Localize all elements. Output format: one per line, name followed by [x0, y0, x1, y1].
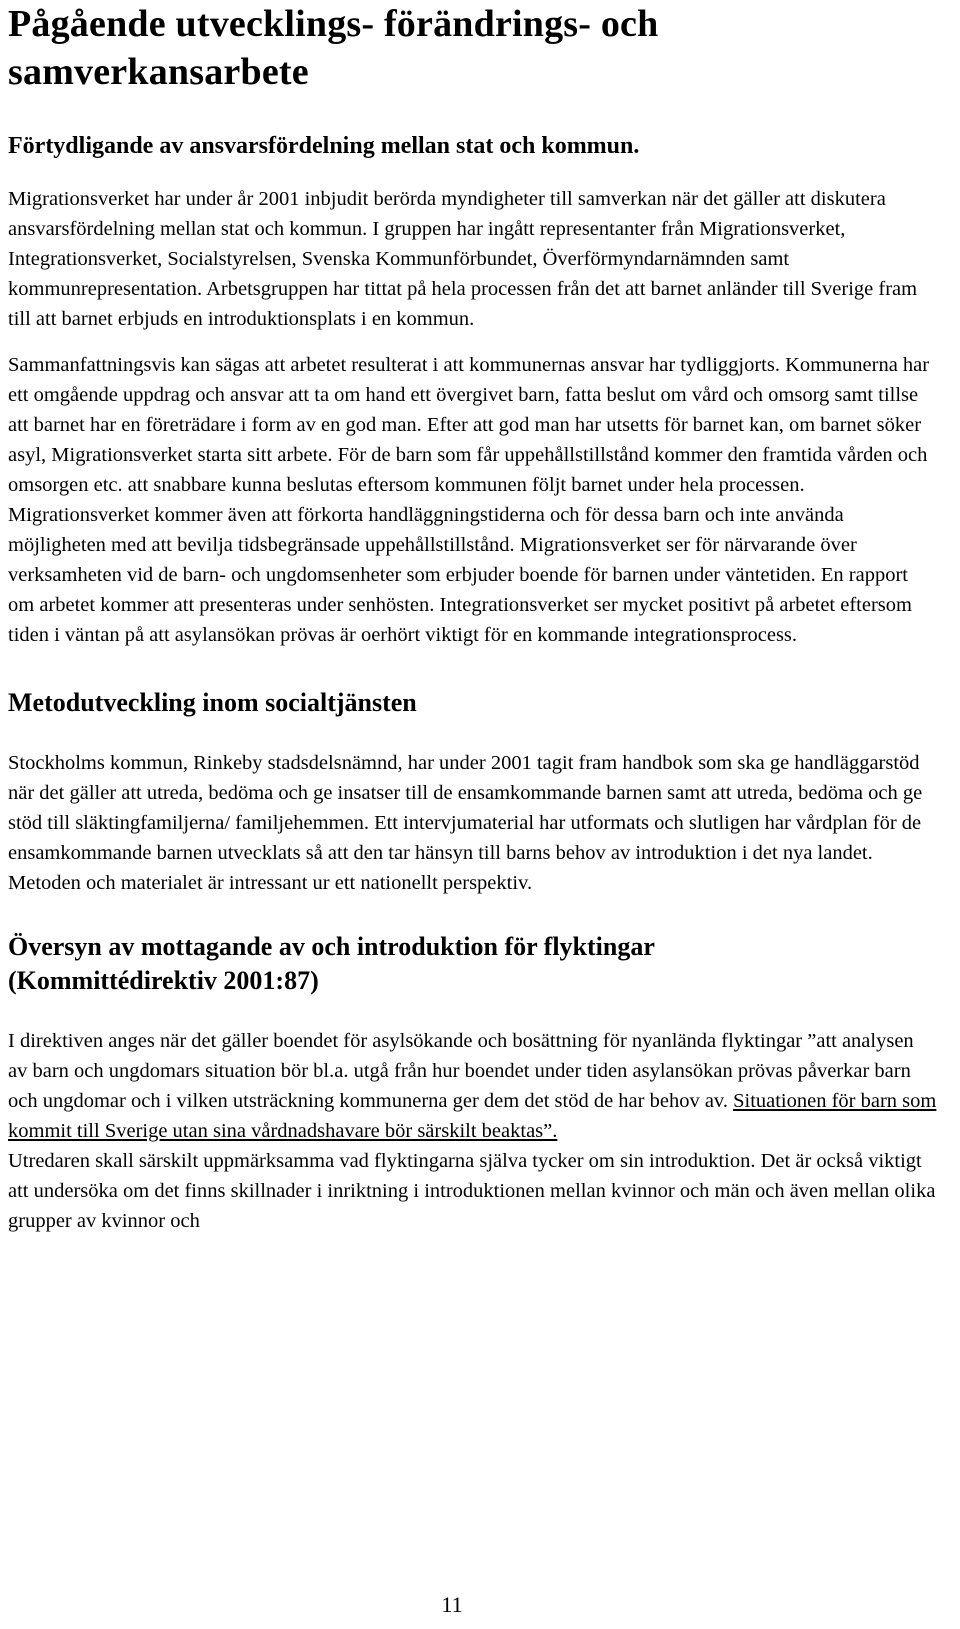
page-title: Pågående utvecklings- förändrings- och samverkansarbete	[8, 3, 659, 93]
paragraph-rinkeby: Stockholms kommun, Rinkeby stadsdelsnämnd, har under 2001 tagit fram handbok som ska ge handläggarstöd när det gäller att utreda, bedöma och ge insatser till de ensamkommande barnen samt att utreda, bedöma och ge stöd till släktingfamiljerna/ familjehemmen. Ett intervjumaterial har utformats och slutligen har vårdplan för de ensamkommande barnen utvecklats så att den tar hänsyn till barns behov av introduktion i det nya landet. Metoden och materialet är intressant ur ett nationellt perspektiv.	[8, 752, 923, 894]
document-page	[8, 0, 938, 1236]
paragraph-utredaren: Utredaren skall särskilt uppmärksamma vad flyktingarna själva tycker om sin introduktion. Det är också viktigt att undersöka om det finns skillnader i inriktning i introduktionen mellan kvinnor och män och även mellan olika grupper av kvinnor och	[8, 1150, 936, 1232]
section-heading-metodutveckling: Metodutveckling inom socialtjänsten	[8, 688, 417, 717]
paragraph-direktiven	[8, 1026, 938, 1146]
paragraph-sammanfattning: Sammanfattningsvis kan sägas att arbetet resulterat i att kommunernas ansvar har tydliggjorts. Kommunerna har ett omgående uppdrag och ansvar att ta om hand ett övergivet barn, fatta beslut om vård och omsorg samt tillse att barnet har en företrädare i form av en god man. Efter att god man har utsetts för barnet kan, om barnet söker asyl, Migrationsverket starta sitt arbete. För de barn som får uppehållstillstånd kommer den framtida vården och omsorgen etc. att snabbare kunna beslutas eftersom kommunen följt barnet under hela processen. Migrationsverket kommer även att förkorta handläggningstiderna och för dessa barn och inte använda möjligheten med att bevilja tidsbegränsade uppehållstillstånd. Migrationsverket ser för närvarande över verksamheten vid de barn- och ungdomsenheter som erbjuder boende för barnen under väntetiden. En rapport om arbetet kommer att presenteras under senhösten. Integrationsverket ser mycket positivt på arbetet eftersom tiden i väntan på att asylansökan prövas är oerhört viktigt för en kommande integrationsprocess.	[8, 354, 930, 646]
direktiven-text: I direktiven anges när det gäller boendet för asylsökande och bosättning för nyanlända flyktingar ”att analysen av barn och ungdomars situation bör bl.a. utgå från hur boendet under tiden asylansökan prövas påverkar barn och ungdomar och i vilken utsträckning kommunerna ger dem det stöd de har behov av.	[8, 1030, 914, 1112]
paragraph-samverkan: Migrationsverket har under år 2001 inbjudit berörda myndigheter till samverkan när det gäller att diskutera ansvarsfördelning mellan stat och kommun. I gruppen har ingått representanter från Migrationsverket, Integrationsverket, Socialstyrelsen, Svenska Kommunförbundet, Överförmyndarnämnden samt kommunrepresentation. Arbetsgruppen har tittat på hela processen från det att barnet anländer till Sverige fram till att barnet erbjuds en introduktionsplats i en kommun.	[8, 188, 918, 330]
page-number: 11	[441, 1592, 463, 1617]
direktiven-underlined-text: Situationen för barn som kommit till Sverige utan sina vårdnadshavare bör särskilt beaktas”.	[8, 1090, 937, 1142]
section-heading-ansvarsfordelning: Förtydligande av ansvarsfördelning mellan stat och kommun.	[8, 133, 640, 159]
section-heading-oversyn: Översyn av mottagande av och introduktion för flyktingar (Kommittédirektiv 2001:87)	[8, 932, 655, 995]
